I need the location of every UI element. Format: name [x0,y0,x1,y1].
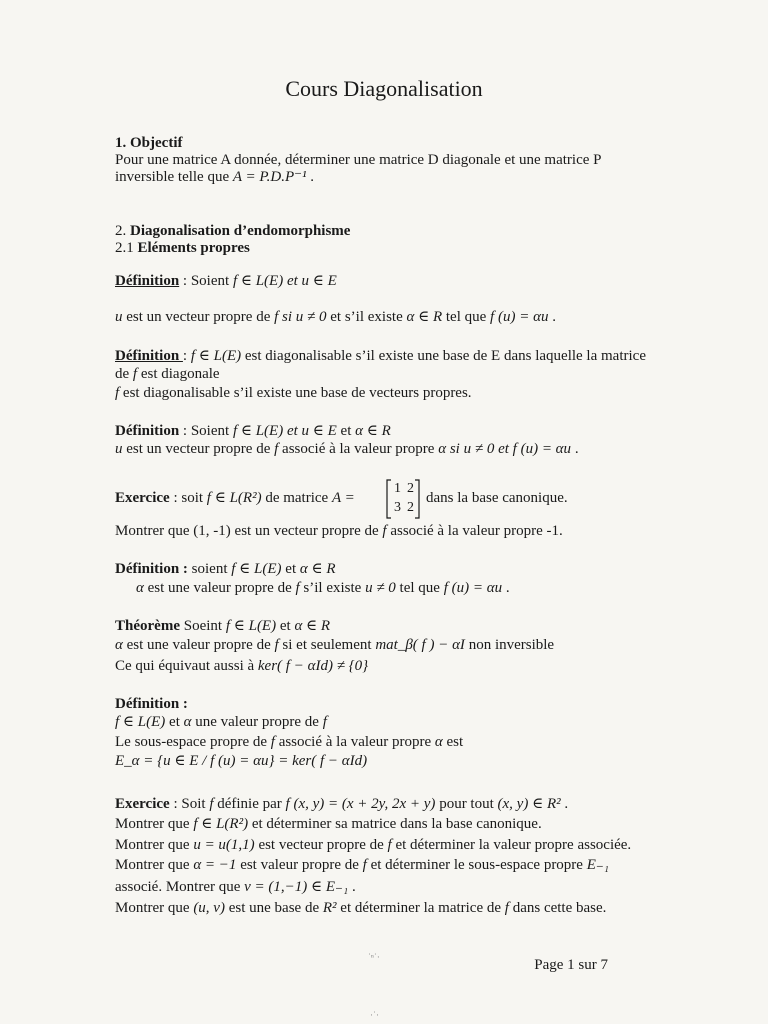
s1-line-2: inversible telle que A = P.D.P⁻¹ . [115,169,315,185]
s1-line-1: Pour une matrice A donnée, déterminer une matrice D diagonale et une matrice P [115,152,602,168]
scan-smudge: ˙ⁿ˙· [368,952,380,962]
def2-line-1: Définition : f ∈ L(E) est diagonalisable s’il existe une base de E dans laquelle la matrice [115,348,646,364]
def4-line-2: α est une valeur propre de f s’il existe u ≠ 0 tel que f (u) = αu . [136,580,510,596]
def2-line-2: de f est diagonale [115,366,220,382]
def3-line-2: u est un vecteur propre de f associé à la valeur propre α si u ≠ 0 et f (u) = αu . [115,441,579,457]
section-2-heading: 2. Diagonalisation d’endomorphisme [115,223,351,239]
matrix-A [385,479,421,519]
theorem-line-1: Théorème Soeint f ∈ L(E) et α ∈ R [115,618,331,634]
page-title: Cours Diagonalisation [285,76,483,101]
matrix-cell-22: 2 [407,500,414,515]
def4-line-1: Définition : soient f ∈ L(E) et α ∈ R [115,561,336,577]
def3-line-1: Définition : Soient f ∈ L(E) et u ∈ E et α ∈ R [115,423,391,439]
ex2-line-4: Montrer que α = −1 est valeur propre de f et déterminer le sous-espace propre E₋₁ [115,857,610,873]
matrix-cell-21: 3 [394,500,401,515]
section-1-heading: 1. Objectif [115,135,183,151]
def5-line-3: E_α = {u ∈ E / f (u) = αu} = ker( f − αId) [115,753,368,769]
ex2-line-3: Montrer que u = u(1,1) est vecteur propre de f et déterminer la valeur propre associée. [115,837,632,853]
ex2-line-2: Montrer que f ∈ L(R²) et déterminer sa matrice dans la base canonique. [115,816,542,832]
page-number: Page 1 sur 7 [534,957,608,973]
ex2-line-1: Exercice : Soit f définie par f (x, y) = (x + 2y, 2x + y) pour tout (x, y) ∈ R² . [115,796,569,812]
ex1-line-1-end: dans la base canonique. [426,490,568,506]
section-2-1-heading: 2.1 Eléments propres [115,240,250,256]
scan-smudge-bottom: ·˙· [370,1010,379,1020]
theorem-line-3: Ce qui équivaut aussi à ker( f − αId) ≠ {0} [115,658,369,674]
ex1-line-2: Montrer que (1, -1) est un vecteur propre de f associé à la valeur propre -1. [115,523,563,539]
def5-line-2: Le sous-espace propre de f associé à la valeur propre α est [115,734,464,750]
def2-line-3: f est diagonalisable s’il existe une base de vecteurs propres. [115,385,472,401]
matrix-cell-12: 2 [407,481,414,496]
def1-line-2: u est un vecteur propre de f si u ≠ 0 et s’il existe α ∈ R tel que f (u) = αu . [115,309,556,325]
ex2-line-5: associé. Montrer que v = (1,−1) ∈ E₋₁ . [115,879,356,895]
ex1-line-1-start: Exercice : soit f ∈ L(R²) de matrice A = [115,490,355,506]
def1-line-1: Définition : Soient f ∈ L(E) et u ∈ E [115,273,337,289]
theorem-line-2: α est une valeur propre de f si et seulement mat_β( f ) − αI non inversible [115,637,555,653]
matrix-cell-11: 1 [394,481,401,496]
ex2-line-6: Montrer que (u, v) est une base de R² et déterminer la matrice de f dans cette base. [115,900,607,916]
def5-line-1: f ∈ L(E) et α une valeur propre de f [115,714,327,730]
matrix-brackets [385,479,421,519]
def5-heading: Définition : [115,696,188,712]
